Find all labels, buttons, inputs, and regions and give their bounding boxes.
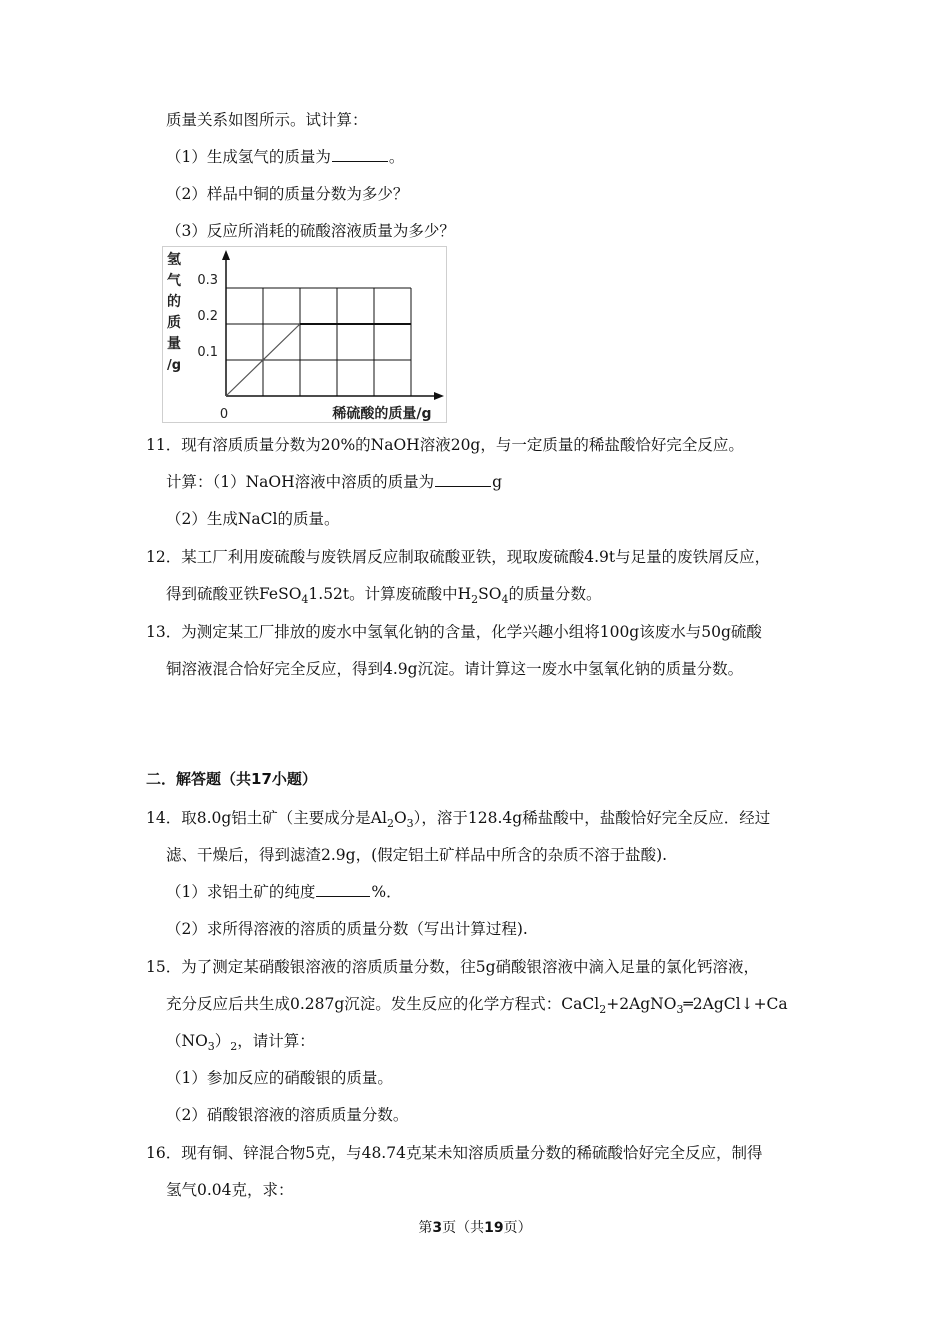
answer-blank xyxy=(435,472,491,487)
q15-line4: （1）参加反应的硝酸银的质量。 xyxy=(166,1069,393,1087)
q13-line2: 铜溶液混合恰好完全反应，得到4.9g沉淀。请计算这一废水中氢氧化钠的质量分数。 xyxy=(166,660,744,678)
q15-line5: （2）硝酸银溶液的溶质质量分数。 xyxy=(166,1106,409,1124)
y-tick-label: 0.3 xyxy=(197,273,218,288)
x-axis-label: 稀硫酸的质量/g xyxy=(332,406,432,422)
q16-line2: 氢气0.04克，求： xyxy=(166,1181,294,1199)
q11-line1: 11．现有溶质质量分数为20%的NaOH溶液20g，与一定质量的稀盐酸恰好完全反应。 xyxy=(146,436,744,454)
q15-text: ，请计算： xyxy=(237,1032,315,1050)
q10-part1-text: （1）生成氢气的质量为 xyxy=(166,148,331,166)
hydrogen-mass-chart xyxy=(162,246,448,424)
q11-line2-text: 计算：（1）NaOH溶液中溶质的质量为 xyxy=(166,473,435,491)
q14-text: ），溶于128.4g稀盐酸中，盐酸恰好完全反应．经过 xyxy=(413,809,771,827)
q14-line1 xyxy=(146,808,770,828)
q15-sub: 3 xyxy=(676,1003,684,1016)
q11-line3: （2）生成NaCl的质量。 xyxy=(166,510,340,528)
q15-text: （NO xyxy=(166,1032,208,1050)
q15-sub: 2 xyxy=(599,1003,607,1016)
y-tick-labels xyxy=(197,273,218,360)
footer-text: 页） xyxy=(503,1220,532,1236)
q13-line1: 13．为测定某工厂排放的废水中氢氧化钠的含量，化学兴趣小组将100g该废水与50g硫酸 xyxy=(146,623,762,641)
q12-line2 xyxy=(166,584,602,604)
q15-sub: 2 xyxy=(230,1040,238,1053)
y-label-char: /g xyxy=(166,358,182,373)
y-tick-label: 0.2 xyxy=(197,309,218,324)
q12-sub: 4 xyxy=(301,593,309,606)
q10-part3: （3）反应所消耗的硫酸溶液质量为多少？ xyxy=(166,222,455,240)
q15-line2 xyxy=(166,994,788,1014)
q14-line3-unit: %． xyxy=(371,883,402,901)
q10-intro: 质量关系如图所示。试计算： xyxy=(166,111,368,129)
q10-part2: （2）样品中铜的质量分数为多少？ xyxy=(166,185,409,203)
y-label-char: 的 xyxy=(167,294,181,310)
q10-part1 xyxy=(166,147,404,167)
page-footer xyxy=(0,1217,950,1237)
answer-blank xyxy=(332,147,388,162)
q12-text: SO xyxy=(478,585,502,603)
chart-grid xyxy=(226,288,411,396)
q14-line3 xyxy=(166,882,402,902)
y-tick-label: 0.1 xyxy=(197,345,218,360)
x-axis-arrow xyxy=(434,392,444,400)
q15-text: ） xyxy=(214,1032,231,1050)
q12-line1: 12．某工厂利用废硫酸与废铁屑反应制取硫酸亚铁，现取废硫酸4.9t与足量的废铁屑反应， xyxy=(146,548,771,566)
page-number: 3 xyxy=(432,1220,443,1236)
q11-line2-unit: g xyxy=(492,473,503,491)
page-total: 19 xyxy=(484,1220,504,1236)
q15-text: 充分反应后共生成0.287g沉淀。发生反应的化学方程式：CaCl xyxy=(166,995,600,1013)
y-label-char: 质 xyxy=(167,315,181,331)
q15-text: ═2AgCl↓+Ca xyxy=(683,995,788,1013)
answer-blank xyxy=(316,882,370,897)
origin-label: 0 xyxy=(219,407,229,422)
footer-text: 页（共 xyxy=(442,1220,485,1236)
q14-line4: （2）求所得溶液的溶质的质量分数（写出计算过程). xyxy=(166,920,528,938)
footer-text: 第 xyxy=(418,1220,433,1236)
q12-sub: 4 xyxy=(501,593,509,606)
y-label-char: 氢 xyxy=(167,252,181,268)
q10-part1-end: 。 xyxy=(388,148,405,166)
q11-line2 xyxy=(166,472,502,492)
q14-text: O xyxy=(393,809,407,827)
q12-text: 1.52t。计算废硫酸中H xyxy=(308,585,472,603)
y-label-char: 气 xyxy=(167,273,181,289)
q14-sub: 3 xyxy=(406,817,414,830)
q15-sub: 3 xyxy=(207,1040,215,1053)
y-axis-label xyxy=(167,251,182,373)
y-label-char: 量 xyxy=(167,336,181,352)
q12-text: 的质量分数。 xyxy=(508,585,602,603)
q14-line3-text: （1）求铝土矿的纯度 xyxy=(166,883,316,901)
q12-sub: 2 xyxy=(471,593,479,606)
q14-line2: 滤、干燥后，得到滤渣2.9g，(假定铝土矿样品中所含的杂质不溶于盐酸). xyxy=(166,846,668,864)
section-heading: 二．解答题（共17小题） xyxy=(146,770,317,788)
y-axis-arrow xyxy=(222,250,230,260)
q14-text: 14．取8.0g铝土矿（主要成分是Al xyxy=(146,809,387,827)
q12-text: 得到硫酸亚铁FeSO xyxy=(166,585,302,603)
q16-line1: 16．现有铜、锌混合物5克，与48.74克某未知溶质质量分数的稀硫酸恰好完全反应，制得 xyxy=(146,1144,763,1162)
q15-line1: 15．为了测定某硝酸银溶液的溶质质量分数，往5g硝酸银溶液中滴入足量的氯化钙溶液， xyxy=(146,958,760,976)
q14-sub: 2 xyxy=(386,817,394,830)
q15-line3 xyxy=(166,1031,315,1051)
q15-text: +2AgNO xyxy=(606,995,677,1013)
